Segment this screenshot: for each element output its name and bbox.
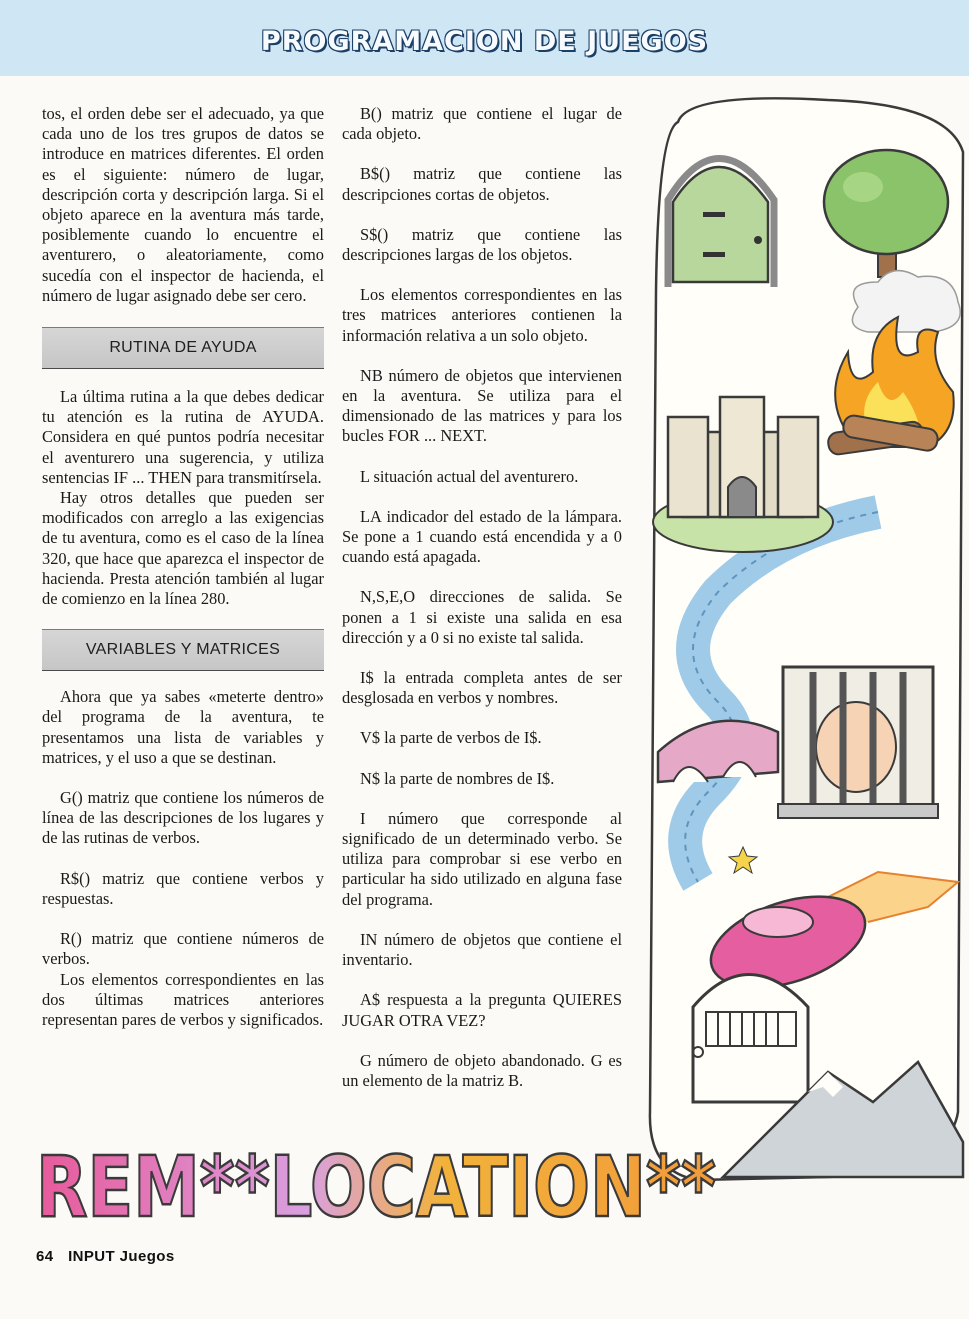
page-number: 64 [36, 1248, 54, 1265]
variable-b: B() matriz que contiene el lugar de cada objeto. [342, 104, 622, 144]
variable-a-string: A$ respuesta a la pregunta QUIERES JUGAR OTRA VEZ? [342, 990, 622, 1030]
rem-location-banner [30, 1128, 720, 1238]
variable-i: I número que corresponde al significado de un determinado verbo. Se utiliza para comprobar si ese verbo en particular ha sido utilizado en alguna fase del programa. [342, 808, 622, 909]
section-heading-variables-matrices: VARIABLES Y MATRICES [42, 629, 324, 671]
variable-la: LA indicador del estado de la lámpara. Se pone a 1 cuando está encendida y a 0 cuando está apagada. [342, 506, 622, 567]
variable-g: G() matriz que contiene los números de línea de las descripciones de los lugares y de las rutinas de verbos. [42, 788, 324, 848]
header-bar [0, 0, 969, 76]
variable-i-string: I$ la entrada completa antes de ser desglosada en verbos y nombres. [342, 668, 622, 708]
intro-paragraph: tos, el orden debe ser el adecuado, ya que cada uno de los tres grupos de datos se introduce en matrices diferentes. El orden es el siguiente: número de lugar, descripción corta y descripción larga. Si el objeto aparece en la aventura más tarde, posiblemente cuando lo encuentre el aventurero, o aleatoriamente, como sucedía con el inspector de hacienda, el número de lugar asignado debe ser cero. [42, 104, 324, 305]
banner-text: REM**LOCATION** [36, 1138, 716, 1236]
adventure-path-illustration [628, 92, 969, 1242]
left-column [42, 104, 324, 1030]
variable-n-string: N$ la parte de nombres de I$. [360, 768, 555, 788]
variable-b-string: B$() matriz que contiene las descripciones cortas de objetos. [342, 164, 622, 204]
gate-icon [693, 975, 808, 1103]
variable-nb: NB número de objetos que intervienen en la aventura. Se utiliza para el dimensionado de las matrices y para los bucles FOR ... NEXT. [342, 365, 622, 446]
prisoner-icon [778, 667, 938, 818]
variable-v-string: V$ la parte de verbos de I$. [360, 728, 542, 748]
door-icon [668, 159, 774, 288]
variable-r: R() matriz que contiene números de verbos. [42, 929, 324, 969]
variable-g-abandonado: G número de objeto abandonado. G es un elemento de la matriz B. [342, 1050, 622, 1090]
paragraph-variables-intro: Ahora que ya sabes «meterte dentro» del programa de la aventura, te presentamos una lista de variables y matrices, y el uso a que se destinan. [42, 687, 324, 767]
castle-icon [653, 397, 833, 552]
variable-in: IN número de objetos que contiene el inventario. [342, 929, 622, 970]
page-footer [36, 1248, 175, 1265]
variable-nseo: N,S,E,O direcciones de salida. Se ponen a 1 si existe una salida en esa dirección y a 0 si no existe tal salida. [342, 587, 622, 647]
variable-r-string: R$() matriz que contiene verbos y respuestas. [42, 868, 324, 908]
note-elementos-correspondientes: Los elementos correspondientes en las tres matrices anteriores contienen la información relativa a un solo objeto. [342, 285, 622, 345]
variable-l: L situación actual del aventurero. [360, 466, 579, 486]
middle-column [342, 104, 622, 1091]
page-header-title: PROGRAMACION DE JUEGOS [260, 26, 709, 57]
publication-name: INPUT Juegos [68, 1248, 175, 1265]
variable-s-string: S$() matriz que contiene las descripciones largas de los objetos. [342, 224, 622, 265]
paragraph-otros-detalles: Hay otros detalles que pueden ser modificados con arreglo a las exigencias de tu aventura, como es el caso de la línea 320, que hace que aparezca el inspector de hacienda. Presta atención también al lugar de comienzo en la línea 280. [42, 488, 324, 609]
paragraph-pares-verbos: Los elementos correspondientes en las dos últimas matrices anteriores representan pares de verbos y significados. [42, 969, 324, 1029]
section-heading-rutina-ayuda: RUTINA DE AYUDA [42, 327, 324, 369]
paragraph-rutina-ayuda: La última rutina a la que debes dedicar tu atención es la rutina de AYUDA. Considera en qué puntos podría necesitar el aventurero una sugerencia, y utiliza sentencias IF ... THEN para transmitírsela. [42, 387, 324, 487]
